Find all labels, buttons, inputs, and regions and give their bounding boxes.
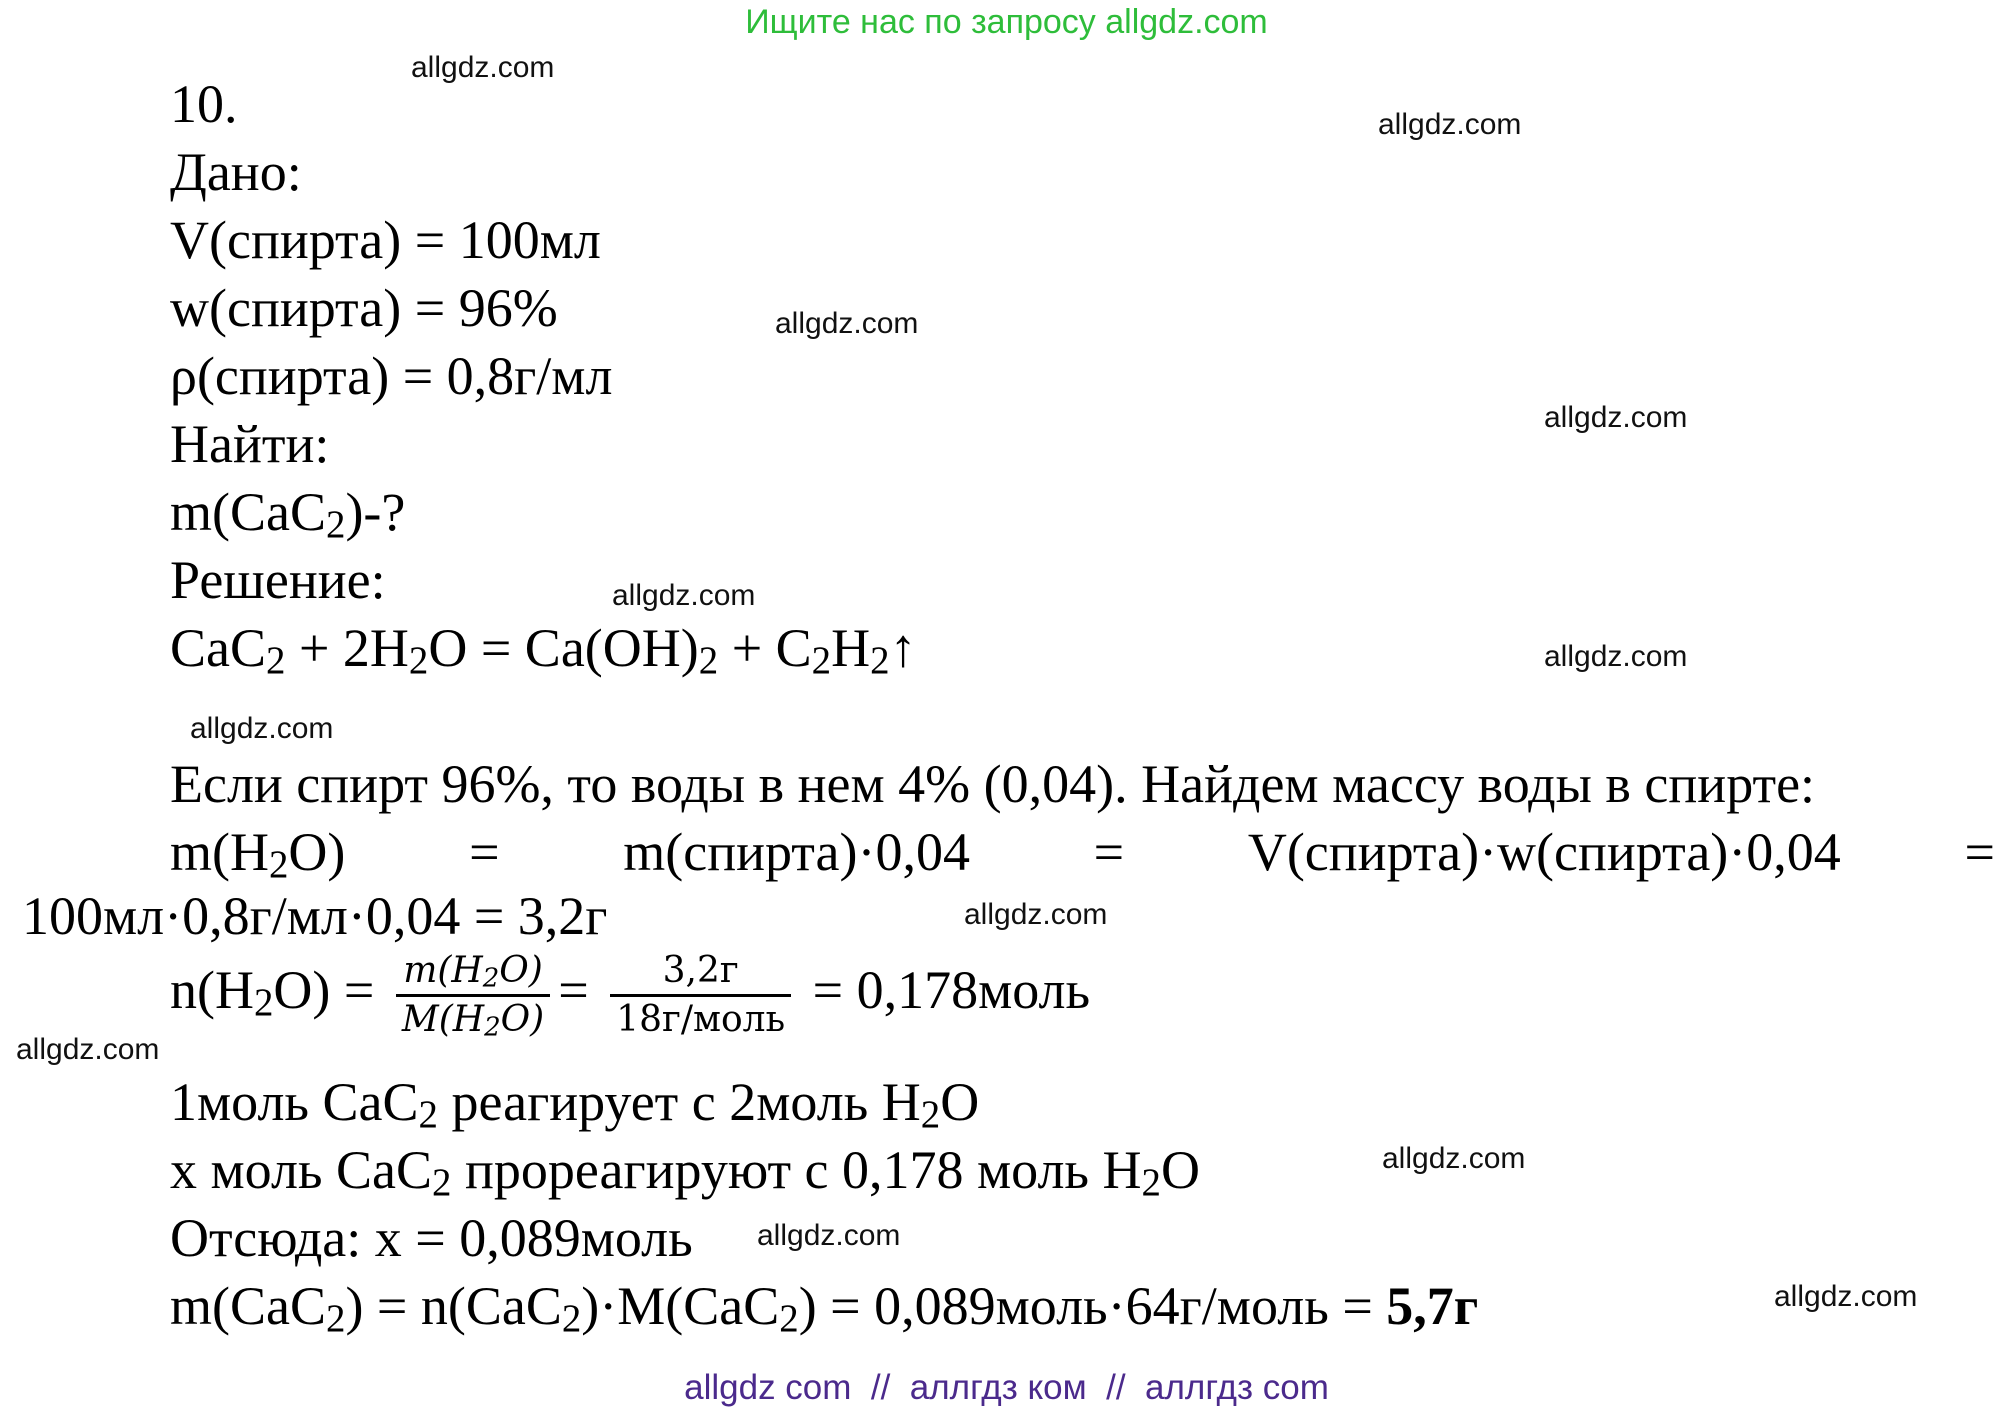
site-footer: allgdz com // аллгдз ком // аллгдз com	[684, 1368, 1329, 1407]
watermark: allgdz.com	[411, 51, 555, 84]
equals-sign: =	[1964, 822, 1995, 882]
problem-number: 10.	[170, 74, 238, 134]
watermark: allgdz.com	[1544, 401, 1688, 434]
water-mass-continuation: 100мл·0,8г/мл·0,04 = 3,2г	[22, 886, 608, 946]
hence-line: Отсюда: х = 0,089моль	[170, 1208, 693, 1268]
water-mass-step2: V(спирта)·w(спирта)·0,04	[1247, 822, 1841, 882]
water-mass-equation	[170, 820, 1995, 884]
given-mass-fraction: w(спирта) = 96%	[170, 278, 558, 338]
water-fraction-paragraph: Если спирт 96%, то воды в нем 4% (0,04). Найдем массу воды в спирте:	[170, 754, 1816, 814]
given-volume: V(спирта) = 100мл	[170, 210, 601, 270]
reaction-equation: $CaC_2 + 2H_2O = Ca(OH)_2$ + $C_2H_2↑$	[170, 618, 917, 682]
find-target: m(CaC$_2$)-?	[170, 482, 406, 546]
equals-sign: =	[1093, 822, 1125, 882]
watermark: allgdz.com	[16, 1033, 160, 1066]
given-density: ρ(спирта) = 0,8г/мл	[170, 346, 613, 406]
watermark: allgdz.com	[1382, 1142, 1526, 1175]
find-heading: Найти:	[170, 414, 330, 474]
watermark: allgdz.com	[1378, 108, 1522, 141]
water-moles-equation: $n(H_2O)$ = $\frac{m(H_2O)}{M(H_2O)}$ = $\frac{3,2г}{\text{18г/моль}}$ = 0,178моль	[170, 950, 1091, 1043]
watermark: allgdz.com	[775, 307, 919, 340]
watermark: allgdz.com	[612, 579, 756, 612]
site-banner: Ищите нас по запросу allgdz.com	[745, 3, 1268, 41]
given-heading: Дано:	[170, 142, 302, 202]
watermark: allgdz.com	[1774, 1280, 1918, 1313]
numeric-fraction: $\frac{3,2г}{\text{18г/моль}}$	[610, 948, 791, 1043]
final-answer-line: m(CaC$_2$) = n(CaC$_2$)·M(CaC$_2$) = 0,089моль·64г/моль = 5,7г	[170, 1276, 1479, 1340]
water-mass-step1: m(спирта)·0,04	[623, 822, 970, 882]
ratio-line-1: 1моль CaC$_2$ реагирует с 2моль $H_2O$	[170, 1072, 980, 1136]
watermark: allgdz.com	[190, 712, 334, 745]
water-mass-lhs: $m(H_2O)$	[170, 822, 346, 886]
equals-sign: =	[469, 822, 500, 882]
ratio-line-2: х моль CaC$_2$ прореагируют с 0,178 моль $H_2O$	[170, 1140, 1200, 1204]
molar-formula-fraction: $\frac{m(H_2O)}{M(H_2O)}$	[396, 948, 550, 1043]
final-answer: 5,7г	[1386, 1276, 1479, 1336]
watermark: allgdz.com	[1544, 640, 1688, 673]
watermark: allgdz.com	[964, 898, 1108, 931]
solution-heading: Решение:	[170, 550, 386, 610]
watermark: allgdz.com	[757, 1219, 901, 1252]
